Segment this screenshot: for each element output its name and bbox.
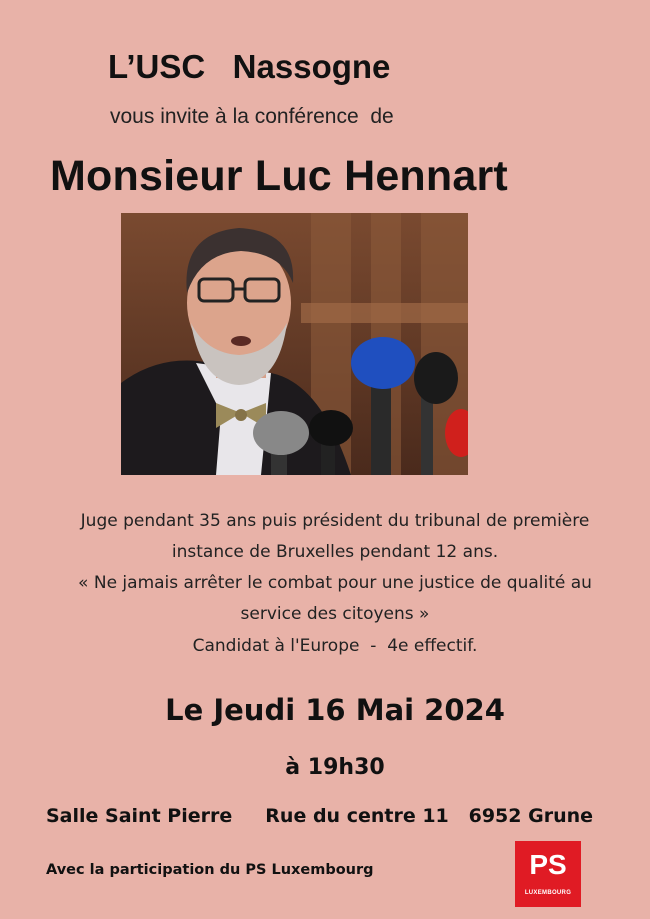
participation-text: Avec la participation du PS Luxembourg xyxy=(46,862,374,878)
description-line: « Ne jamais arrêter le combat pour une justice de qualité au xyxy=(78,573,592,593)
description-line: instance de Bruxelles pendant 12 ans. xyxy=(171,542,499,562)
description-line: service des citoyens » xyxy=(240,604,430,624)
event-time: à 19h30 xyxy=(285,755,385,780)
speaker-photo xyxy=(121,213,468,475)
event-venue: Salle Saint Pierre Rue du centre 11 6952 Grune xyxy=(46,805,594,827)
invitation-text: vous invite à la conférence de xyxy=(110,105,394,128)
speaker-portrait-illustration xyxy=(121,213,468,475)
logo-subtext: LUXEMBOURG xyxy=(524,890,572,896)
ps-party-logo-icon xyxy=(515,841,581,907)
speaker-description xyxy=(40,506,630,630)
speaker-name: Monsieur Luc Hennart xyxy=(50,152,508,200)
logo-text: PS xyxy=(529,849,567,880)
description-line: Juge pendant 35 ans puis président du tribunal de première xyxy=(80,511,590,531)
organizer-heading: L’USC Nassogne xyxy=(108,48,391,85)
event-date: Le Jeudi 16 Mai 2024 xyxy=(165,693,505,727)
candidacy-text: Candidat à l'Europe - 4e effectif. xyxy=(192,636,478,656)
